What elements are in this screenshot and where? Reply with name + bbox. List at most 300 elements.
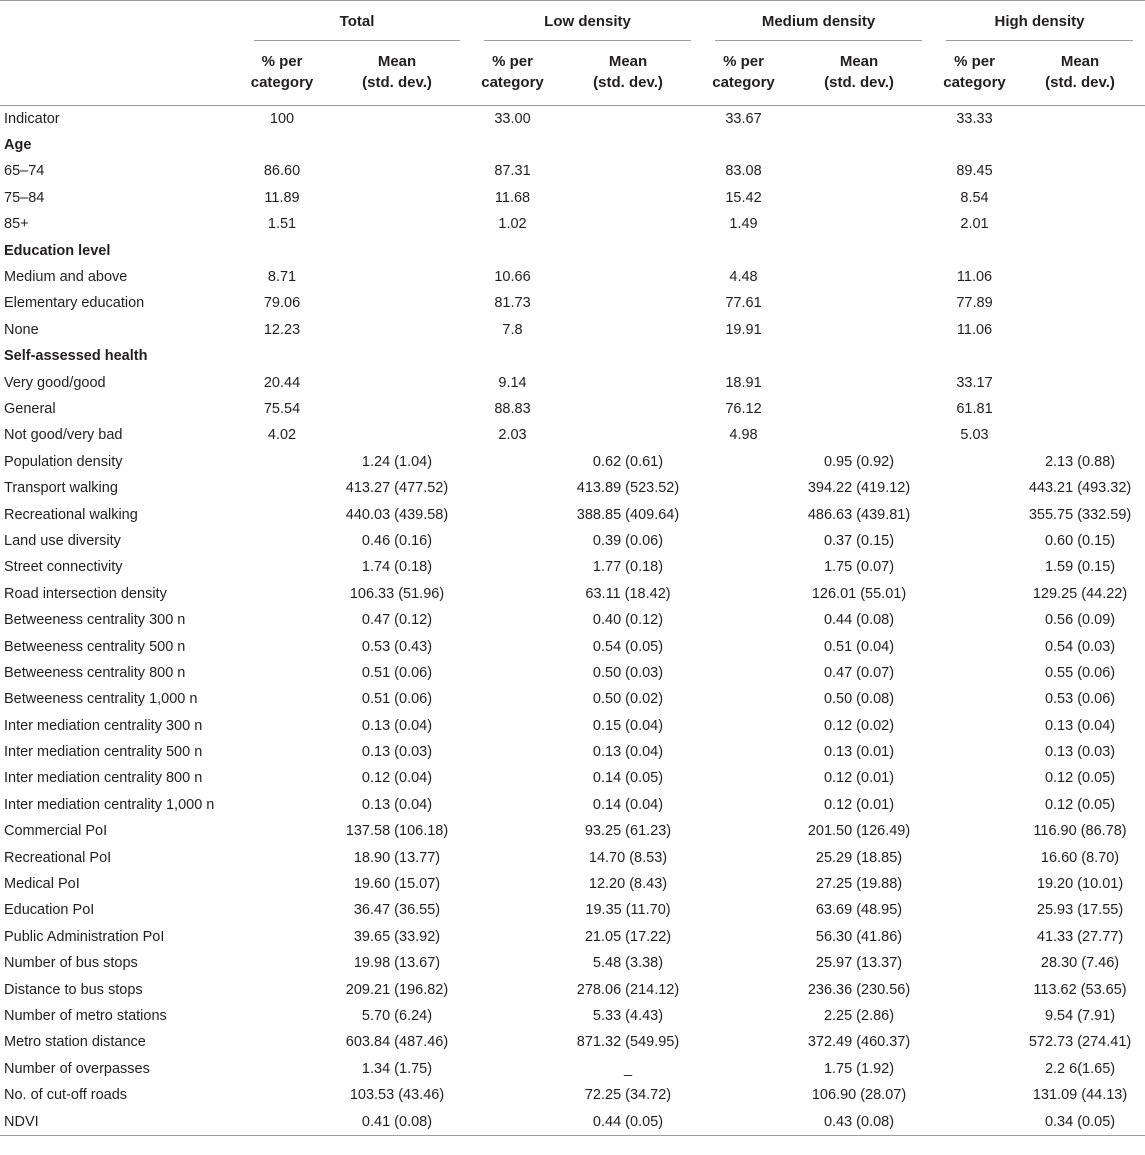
row-label: Education PoI xyxy=(4,902,95,919)
mean-cell xyxy=(322,158,472,184)
table-row xyxy=(0,871,1145,897)
mean-cell: 0.12 (0.01) xyxy=(823,796,895,813)
pct-header xyxy=(242,41,322,105)
table-row xyxy=(0,660,1145,686)
pct-cell xyxy=(934,686,1015,712)
pct-cell xyxy=(242,871,322,897)
pct-cell xyxy=(242,792,322,818)
mean-cell: 9.54 (7.91) xyxy=(1044,1007,1116,1024)
pct-cell: 61.81 xyxy=(956,400,993,417)
pct-cell: 19.91 xyxy=(725,321,762,338)
pct-cell xyxy=(703,712,784,738)
pct-cell xyxy=(242,607,322,633)
table-row xyxy=(0,475,1145,501)
pct-header xyxy=(934,41,1015,105)
mean-cell: 131.09 (44.13) xyxy=(1032,1087,1128,1104)
mean-cell: 0.46 (0.16) xyxy=(361,532,433,549)
row-label: 75–84 xyxy=(4,189,45,206)
pct-cell xyxy=(242,633,322,659)
mean-cell: 0.95 (0.92) xyxy=(823,453,895,470)
table-row xyxy=(0,396,1145,422)
pct-cell xyxy=(472,712,553,738)
mean-cell xyxy=(322,185,472,211)
pct-cell: 4.98 xyxy=(729,427,758,444)
table-row xyxy=(0,290,1145,316)
pct-cell xyxy=(242,1003,322,1029)
mean-cell: 440.03 (439.58) xyxy=(345,506,449,523)
mean-cell: 0.15 (0.04) xyxy=(592,717,664,734)
mean-cell: 0.51 (0.04) xyxy=(823,638,895,655)
pct-header xyxy=(703,41,784,105)
pct-cell: 9.14 xyxy=(498,374,527,391)
pct-cell xyxy=(472,765,553,791)
mean-cell: 2.25 (2.86) xyxy=(823,1007,895,1024)
pct-cell xyxy=(703,501,784,527)
pct-cell xyxy=(472,581,553,607)
table-row xyxy=(0,554,1145,580)
mean-cell xyxy=(322,211,472,237)
table-row xyxy=(0,501,1145,527)
pct-cell: 11.06 xyxy=(956,321,993,338)
mean-cell: 19.60 (15.07) xyxy=(353,876,441,893)
mean-cell: 0.12 (0.01) xyxy=(823,770,895,787)
mean-cell xyxy=(1015,343,1145,369)
pct-cell: 11.89 xyxy=(264,189,300,206)
pct-cell: 1.49 xyxy=(729,216,758,233)
mean-cell: 0.55 (0.06) xyxy=(1044,664,1116,681)
mean-cell: 0.50 (0.08) xyxy=(823,691,895,708)
mean-cell: 0.13 (0.04) xyxy=(592,744,664,761)
pct-cell: 8.71 xyxy=(267,269,297,286)
pct-cell xyxy=(472,1056,553,1082)
pct-cell: 88.83 xyxy=(494,400,531,417)
pct-cell xyxy=(472,132,553,158)
pct-header-line2: category xyxy=(712,74,775,91)
pct-cell xyxy=(242,132,322,158)
table-row xyxy=(0,818,1145,844)
pct-cell xyxy=(472,501,553,527)
pct-cell xyxy=(703,844,784,870)
mean-cell: 19.98 (13.67) xyxy=(353,955,441,972)
row-label: Inter mediation centrality 1,000 n xyxy=(4,796,215,813)
pct-cell xyxy=(472,554,553,580)
pct-cell xyxy=(934,976,1015,1002)
row-label: General xyxy=(4,400,56,417)
pct-cell xyxy=(242,739,322,765)
mean-cell xyxy=(784,132,934,158)
mean-header-line2: (std. dev.) xyxy=(1045,74,1115,91)
pct-cell xyxy=(472,871,553,897)
mean-cell: 28.30 (7.46) xyxy=(1040,955,1120,972)
mean-cell: 0.41 (0.08) xyxy=(361,1113,433,1130)
mean-cell: 0.47 (0.12) xyxy=(361,612,433,629)
mean-cell xyxy=(1015,264,1145,290)
mean-cell: 126.01 (55.01) xyxy=(811,585,907,602)
table-row xyxy=(0,1056,1145,1082)
pct-cell: 33.33 xyxy=(956,110,993,127)
table-row xyxy=(0,581,1145,607)
pct-cell: 1.02 xyxy=(498,216,527,233)
table-row xyxy=(0,105,1145,132)
pct-cell: 2.03 xyxy=(498,427,527,444)
mean-header-line1: Mean xyxy=(839,53,879,70)
row-label: Betweeness centrality 500 n xyxy=(4,638,186,655)
mean-cell xyxy=(784,105,934,132)
mean-cell: 0.13 (0.04) xyxy=(361,717,433,734)
mean-cell xyxy=(784,290,934,316)
mean-cell: 0.34 (0.05) xyxy=(1044,1113,1116,1130)
mean-cell xyxy=(784,396,934,422)
mean-cell xyxy=(1015,185,1145,211)
mean-cell xyxy=(1015,237,1145,263)
group-header-low-density: Low density xyxy=(472,1,703,42)
pct-cell: 11.06 xyxy=(956,269,993,286)
mean-cell: 137.58 (106.18) xyxy=(345,823,449,840)
mean-cell: 236.36 (230.56) xyxy=(807,981,911,998)
mean-cell: 1.34 (1.75) xyxy=(361,1060,433,1077)
table-row xyxy=(0,607,1145,633)
pct-cell: 15.42 xyxy=(725,189,762,206)
row-label: 65–74 xyxy=(4,163,45,180)
mean-cell: 36.47 (36.55) xyxy=(353,902,441,919)
row-label: Public Administration PoI xyxy=(4,928,165,945)
pct-cell xyxy=(242,660,322,686)
pct-cell xyxy=(934,1029,1015,1055)
pct-cell: 1.51 xyxy=(267,216,297,233)
mean-cell xyxy=(553,317,703,343)
table-row xyxy=(0,264,1145,290)
pct-cell: 83.08 xyxy=(725,163,762,180)
mean-cell xyxy=(322,132,472,158)
group-header-medium-density: Medium density xyxy=(703,1,934,42)
mean-cell xyxy=(553,264,703,290)
mean-cell: 25.97 (13.37) xyxy=(815,955,903,972)
mean-cell: 278.06 (214.12) xyxy=(576,981,680,998)
pct-cell xyxy=(472,528,553,554)
pct-cell xyxy=(703,1082,784,1108)
mean-header xyxy=(322,41,472,105)
pct-cell xyxy=(472,449,553,475)
mean-cell xyxy=(553,237,703,263)
pct-cell xyxy=(242,343,322,369)
pct-cell xyxy=(472,924,553,950)
mean-cell: 14.70 (8.53) xyxy=(588,849,668,866)
pct-cell xyxy=(472,976,553,1002)
table-row xyxy=(0,185,1145,211)
mean-cell: 0.54 (0.05) xyxy=(592,638,664,655)
pct-cell xyxy=(472,818,553,844)
mean-cell: 1.75 (0.07) xyxy=(823,559,895,576)
pct-cell: 89.45 xyxy=(956,163,993,180)
pct-cell xyxy=(472,1108,553,1135)
table-row xyxy=(0,1003,1145,1029)
row-label: Inter mediation centrality 800 n xyxy=(4,770,203,787)
pct-cell xyxy=(703,660,784,686)
pct-cell xyxy=(472,897,553,923)
pct-header-line1: % per xyxy=(723,53,764,70)
pct-cell xyxy=(242,1082,322,1108)
pct-cell xyxy=(703,554,784,580)
mean-cell: 25.93 (17.55) xyxy=(1036,902,1124,919)
mean-header-line1: Mean xyxy=(1060,53,1100,70)
pct-cell xyxy=(242,976,322,1002)
mean-cell xyxy=(553,158,703,184)
mean-cell: 0.60 (0.15) xyxy=(1044,532,1116,549)
mean-cell: 0.13 (0.03) xyxy=(361,744,433,761)
table-row xyxy=(0,686,1145,712)
row-label: Population density xyxy=(4,453,123,470)
row-label: Street connectivity xyxy=(4,559,123,576)
group-header-row xyxy=(0,1,1145,42)
mean-cell: 72.25 (34.72) xyxy=(584,1087,672,1104)
mean-cell xyxy=(553,132,703,158)
pct-cell xyxy=(242,528,322,554)
pct-cell: 18.91 xyxy=(725,374,762,391)
pct-cell: 33.67 xyxy=(725,110,762,127)
pct-cell xyxy=(472,1029,553,1055)
mean-cell: 39.65 (33.92) xyxy=(353,928,441,945)
row-label: Inter mediation centrality 500 n xyxy=(4,744,203,761)
pct-cell xyxy=(934,818,1015,844)
mean-cell: 25.29 (18.85) xyxy=(815,849,903,866)
pct-cell: 33.00 xyxy=(494,110,531,127)
sub-header-blank xyxy=(0,41,242,105)
mean-cell xyxy=(784,185,934,211)
pct-cell xyxy=(934,501,1015,527)
row-label: Betweeness centrality 300 n xyxy=(4,612,186,629)
mean-cell xyxy=(1015,290,1145,316)
pct-cell xyxy=(242,554,322,580)
mean-cell: 0.13 (0.03) xyxy=(1044,744,1116,761)
pct-cell xyxy=(934,897,1015,923)
mean-cell xyxy=(1015,132,1145,158)
mean-cell: 443.21 (493.32) xyxy=(1028,480,1132,497)
pct-cell xyxy=(703,449,784,475)
table-row xyxy=(0,211,1145,237)
row-label: Medical PoI xyxy=(4,876,80,893)
mean-cell: 2.13 (0.88) xyxy=(1044,453,1116,470)
row-label: Road intersection density xyxy=(4,585,167,602)
mean-header-line1: Mean xyxy=(608,53,648,70)
pct-cell: 11.68 xyxy=(494,189,531,206)
mean-cell: _ xyxy=(623,1060,633,1077)
table-row xyxy=(0,765,1145,791)
pct-cell xyxy=(934,844,1015,870)
pct-cell: 81.73 xyxy=(494,295,531,312)
pct-cell xyxy=(934,581,1015,607)
pct-cell xyxy=(934,739,1015,765)
pct-cell xyxy=(703,871,784,897)
pct-cell: 79.06 xyxy=(263,295,301,312)
mean-cell: 19.20 (10.01) xyxy=(1036,876,1124,893)
pct-cell xyxy=(934,765,1015,791)
mean-cell xyxy=(1015,369,1145,395)
pct-cell xyxy=(934,633,1015,659)
pct-cell xyxy=(703,950,784,976)
row-label: Indicator xyxy=(4,110,60,127)
pct-cell xyxy=(703,818,784,844)
table-row xyxy=(0,317,1145,343)
mean-cell: 1.74 (0.18) xyxy=(361,559,433,576)
pct-cell xyxy=(934,1003,1015,1029)
mean-cell: 1.77 (0.18) xyxy=(592,559,664,576)
pct-cell: 76.12 xyxy=(725,400,762,417)
mean-cell: 0.14 (0.04) xyxy=(592,796,664,813)
mean-cell xyxy=(1015,105,1145,132)
mean-cell: 27.25 (19.88) xyxy=(815,876,903,893)
pct-cell xyxy=(242,449,322,475)
table-row xyxy=(0,528,1145,554)
pct-cell xyxy=(472,633,553,659)
table-row xyxy=(0,844,1145,870)
pct-cell xyxy=(472,1082,553,1108)
row-label: Number of bus stops xyxy=(4,955,138,972)
pct-cell xyxy=(242,712,322,738)
mean-cell xyxy=(553,185,703,211)
pct-cell xyxy=(242,237,322,263)
pct-cell xyxy=(242,924,322,950)
corner-cell xyxy=(0,1,242,42)
mean-cell xyxy=(553,290,703,316)
row-label: NDVI xyxy=(4,1113,39,1130)
pct-header-line1: % per xyxy=(492,53,533,70)
mean-cell: 0.12 (0.04) xyxy=(361,770,433,787)
pct-cell xyxy=(703,237,784,263)
pct-cell: 10.66 xyxy=(494,269,531,286)
pct-cell xyxy=(934,950,1015,976)
mean-cell xyxy=(784,317,934,343)
mean-cell: 0.14 (0.05) xyxy=(592,770,664,787)
pct-cell xyxy=(703,1029,784,1055)
pct-cell xyxy=(934,1056,1015,1082)
pct-cell xyxy=(703,976,784,1002)
pct-cell xyxy=(472,343,553,369)
table-row xyxy=(0,950,1145,976)
mean-cell: 0.13 (0.01) xyxy=(823,744,895,761)
pct-cell xyxy=(703,475,784,501)
mean-cell: 0.13 (0.04) xyxy=(361,796,433,813)
pct-cell xyxy=(242,897,322,923)
mean-cell xyxy=(322,396,472,422)
pct-cell xyxy=(703,633,784,659)
table-row xyxy=(0,924,1145,950)
mean-cell: 0.44 (0.08) xyxy=(823,612,895,629)
pct-cell xyxy=(703,607,784,633)
mean-cell: 0.51 (0.06) xyxy=(361,691,433,708)
pct-cell xyxy=(934,237,1015,263)
mean-cell: 56.30 (41.86) xyxy=(815,928,903,945)
pct-cell xyxy=(472,739,553,765)
mean-cell xyxy=(553,105,703,132)
pct-cell xyxy=(703,1056,784,1082)
pct-cell xyxy=(242,765,322,791)
row-label: Distance to bus stops xyxy=(4,981,143,998)
row-label: Number of metro stations xyxy=(4,1007,167,1024)
mean-cell: 0.53 (0.06) xyxy=(1044,691,1116,708)
mean-cell: 5.70 (6.24) xyxy=(361,1007,433,1024)
mean-header-line2: (std. dev.) xyxy=(593,74,663,91)
pct-cell xyxy=(242,581,322,607)
table-row xyxy=(0,897,1145,923)
pct-cell xyxy=(934,449,1015,475)
mean-header xyxy=(784,41,934,105)
pct-cell: 5.03 xyxy=(960,427,989,444)
mean-header-line2: (std. dev.) xyxy=(362,74,432,91)
group-header-high-density: High density xyxy=(934,1,1145,42)
pct-cell xyxy=(703,924,784,950)
row-label: Age xyxy=(4,137,32,154)
mean-header-line2: (std. dev.) xyxy=(824,74,894,91)
pct-cell xyxy=(242,1108,322,1135)
pct-cell: 100 xyxy=(269,110,295,127)
row-label: Recreational PoI xyxy=(4,849,112,866)
mean-cell: 0.12 (0.05) xyxy=(1044,770,1116,787)
group-header-total: Total xyxy=(242,1,472,42)
row-label: Very good/good xyxy=(4,374,106,391)
row-label: Transport walking xyxy=(4,480,118,497)
mean-cell: 201.50 (126.49) xyxy=(807,823,911,840)
mean-cell: 0.50 (0.02) xyxy=(592,691,664,708)
mean-header xyxy=(553,41,703,105)
mean-cell: 5.48 (3.38) xyxy=(592,955,664,972)
pct-cell xyxy=(934,660,1015,686)
mean-cell: 63.11 (18.42) xyxy=(585,585,671,602)
pct-cell xyxy=(703,132,784,158)
pct-cell xyxy=(472,686,553,712)
mean-cell: 0.50 (0.03) xyxy=(592,664,664,681)
mean-cell: 388.85 (409.64) xyxy=(576,506,680,523)
pct-cell xyxy=(703,1108,784,1135)
mean-cell: 355.75 (332.59) xyxy=(1028,506,1132,523)
mean-cell: 0.12 (0.05) xyxy=(1044,796,1116,813)
mean-cell xyxy=(553,211,703,237)
pct-cell: 33.17 xyxy=(956,374,993,391)
table-row xyxy=(0,792,1145,818)
mean-cell: 0.54 (0.03) xyxy=(1044,638,1116,655)
mean-cell: 0.43 (0.08) xyxy=(823,1113,895,1130)
mean-cell: 16.60 (8.70) xyxy=(1040,849,1120,866)
pct-cell xyxy=(934,475,1015,501)
mean-cell xyxy=(322,317,472,343)
mean-cell xyxy=(553,343,703,369)
mean-cell: 413.89 (523.52) xyxy=(576,480,680,497)
mean-cell: 1.59 (0.15) xyxy=(1044,559,1116,576)
pct-header-line2: category xyxy=(481,74,544,91)
pct-cell: 77.89 xyxy=(956,295,993,312)
mean-cell: 0.40 (0.12) xyxy=(592,612,664,629)
pct-cell xyxy=(934,712,1015,738)
pct-cell xyxy=(934,132,1015,158)
mean-cell: 394.22 (419.12) xyxy=(807,480,911,497)
pct-cell xyxy=(472,660,553,686)
pct-cell xyxy=(242,501,322,527)
mean-cell xyxy=(1015,317,1145,343)
pct-cell xyxy=(703,897,784,923)
mean-cell: 5.33 (4.43) xyxy=(592,1007,664,1024)
pct-cell xyxy=(472,1003,553,1029)
mean-cell: 486.63 (439.81) xyxy=(807,506,911,523)
sub-header-row xyxy=(0,41,1145,105)
table-row xyxy=(0,633,1145,659)
pct-cell: 2.01 xyxy=(960,216,989,233)
mean-cell xyxy=(784,158,934,184)
mean-cell: 2.2 6(1.65) xyxy=(1044,1060,1116,1077)
pct-cell: 86.60 xyxy=(263,163,301,180)
mean-cell xyxy=(1015,211,1145,237)
mean-cell xyxy=(322,237,472,263)
mean-cell xyxy=(784,343,934,369)
table-row xyxy=(0,422,1145,448)
